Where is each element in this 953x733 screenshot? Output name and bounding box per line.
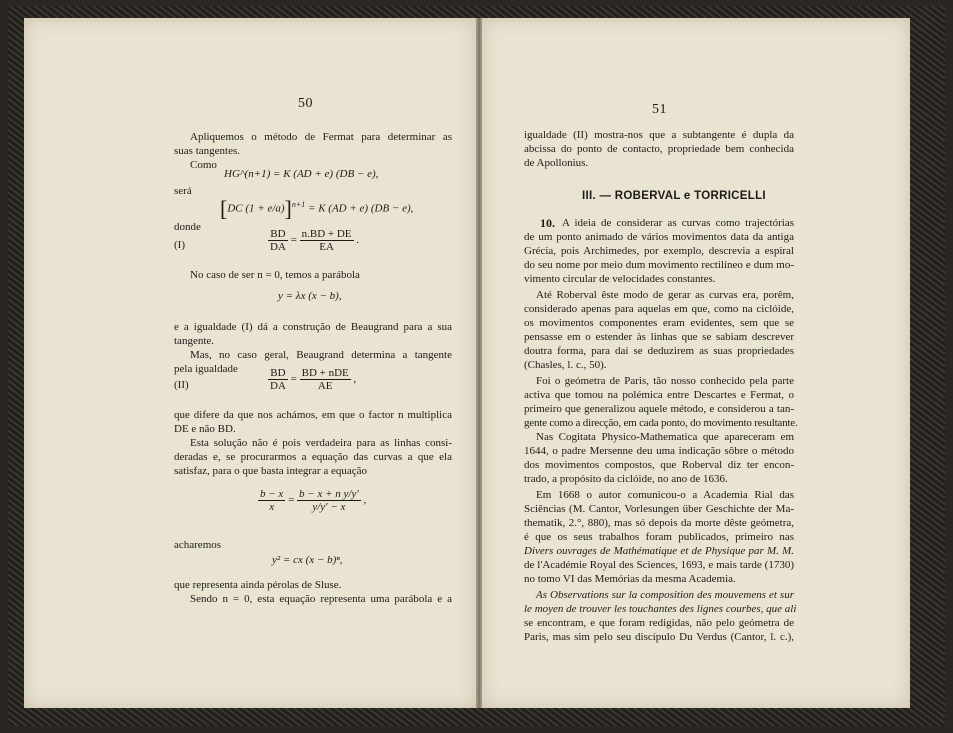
text-line: pensasse em o estender às linhas que se sabiam descrever <box>524 331 794 343</box>
left-page <box>24 18 476 708</box>
text-line: que representa ainda pérolas de Sluse. <box>174 579 342 591</box>
text-line: donde <box>174 221 201 233</box>
text-line: (I) <box>174 239 185 251</box>
text-line: Foi o geómetra de Paris, tão nosso conhecido pela parte <box>536 375 794 387</box>
text-line: le moyen de trouver les touchantes des lignes courbes, que ali <box>524 603 797 615</box>
text-line: se encontram, e que foram redigidas, não pelo geómetra de <box>524 617 794 629</box>
text-line: DE e não BD. <box>174 423 236 435</box>
equation-6: $\frac{b - x}{x}$ = $\frac{\text{b − x + n y/y′}}{y/y' - x}$ , <box>260 488 367 513</box>
equation-5: $\frac{BD}{DA}$ = $\frac{\text{BD + nDE}}{AE}$ , <box>270 367 357 392</box>
text-line: de Apollonius. <box>524 157 589 169</box>
text-line: No caso de ser n = 0, temos a parábola <box>190 269 360 281</box>
text-line: Sciências (M. Cantor, Vorlesungen über Geschichte der Ma- <box>524 503 794 515</box>
text-line: Grécia, pois Archimedes, por exemplo, descrevia a espiral <box>524 245 794 257</box>
text-line: thematik, 2.°, 880), mas só depois da morte dêste geómetra, <box>524 517 794 529</box>
text-line: activa que tomou na polémica entre Descartes e Fermat, o <box>524 389 794 401</box>
text-line: abcissa do ponto de contacto, propriedade bem conhecida <box>524 143 794 155</box>
text-line: e a igualdade (I) dá a construção de Beaugrand para a sua <box>174 321 452 333</box>
text-line: Paris, mas sim pelo seu discípulo Du Verdus (Cantor, l. c.), <box>524 631 794 643</box>
text-line: A ideia de considerar as curvas como trajectórias <box>562 217 794 229</box>
page-number-left: 50 <box>298 96 313 111</box>
equation-2: [DC (1 + e/a)]$^{n+1}$ = K (AD + e) (DB − e), <box>220 196 414 221</box>
text-line: Em 1668 o autor comunicou-o a Academia Rial das <box>536 489 794 501</box>
text-line: primeiro que generalizou aquele método, e considerou a tan- <box>524 403 794 415</box>
text-line: os movimentos componentes eram evidentes, sem que se <box>524 317 794 329</box>
text-line: tangente. <box>174 335 215 347</box>
equation-1: HG^(n+1) = K (AD + e) (DB − e), <box>224 168 379 180</box>
equation-3: $\frac{BD}{DA}$ = $\frac{n.BD + DE}{EA}$ . <box>270 228 360 253</box>
text-line: igualdade (II) mostra-nos que a subtangente é dupla da <box>524 129 794 141</box>
page-number-right: 51 <box>652 102 667 117</box>
text-line: Mas, no caso geral, Beaugrand determina a tangente <box>190 349 452 361</box>
text-line: vimento circular de velocidades constantes. <box>524 273 716 285</box>
text-line: Esta solução não é pois verdadeira para as linhas consi- <box>190 437 452 449</box>
text-line: doutra forma, para daí se deduzirem as suas propriedades <box>524 345 794 357</box>
text-line: dos movimentos compostos, que Roberval diz ter encon- <box>524 459 794 471</box>
text-line: será <box>174 185 192 197</box>
text-line: Divers ouvrages de Mathématique et de Physique par M. M. <box>524 545 794 557</box>
text-line: deradas e, se procurarmos a equação das curvas a que ela <box>174 451 452 463</box>
text-line: satisfaz, para o que basta integrar a equação <box>174 465 368 477</box>
section-heading: III. — ROBERVAL e TORRICELLI <box>582 190 766 202</box>
text-line: Como <box>190 159 217 171</box>
text-line: considerado apenas para aquelas em que, como na ciclóide, <box>524 303 794 315</box>
text-line: (II) <box>174 379 189 391</box>
text-line: é que os seus trabalhos foram publicados, primeiro nas <box>524 531 794 543</box>
text-line: Nas Cogitata Physico-Mathematica que apareceram em <box>536 431 794 443</box>
text-line: suas tangentes. <box>174 145 240 157</box>
equation-7: y² = cx (x − b)ⁿ, <box>272 554 343 566</box>
text-line: 1644, o padre Mersenne deu uma indicação sôbre o método <box>524 445 794 457</box>
text-line: no tomo VI das Memórias da mesma Academia. <box>524 573 736 585</box>
text-line: que difere da que nos achámos, em que o factor n multiplica <box>174 409 452 421</box>
text-line: Até Roberval êste modo de gerar as curvas era, porêm, <box>536 289 794 301</box>
text-line: Apliquemos o método de Fermat para determinar as <box>190 131 452 143</box>
text-line: pela igualdade <box>174 363 238 375</box>
paragraph-number: 10. <box>540 216 555 230</box>
text-line: gente como a direcção, em cada ponto, do movimento resultante. <box>524 417 798 429</box>
text-line: do seu nome por meio dum movimento rectilíneo e dum mo- <box>524 259 794 271</box>
text-line: Sendo n = 0, esta equação representa uma parábola e a <box>190 593 452 605</box>
text-line: (Chasles, l. c., 50). <box>524 359 607 371</box>
right-page <box>482 18 910 708</box>
text-line: de um ponto animado de vários movimentos data da antiga <box>524 231 794 243</box>
text-line: trado, a propósito da ciclóide, no ano de 1636. <box>524 473 728 485</box>
text-line: acharemos <box>174 539 222 551</box>
equation-4: y = λx (x − b), <box>278 290 342 302</box>
text-line: As Observations sur la composition des mouvemens et sur <box>536 589 794 601</box>
text-line: de l'Académie Royal des Sciences, 1693, e mais tarde (1730) <box>524 559 794 571</box>
